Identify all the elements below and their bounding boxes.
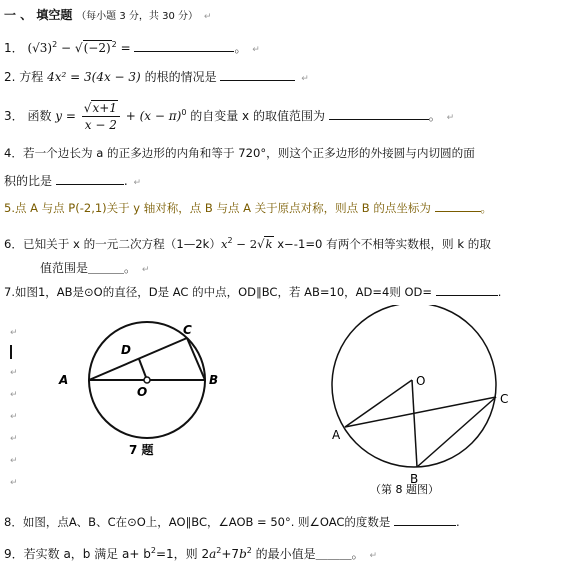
q1-root: (−2) (83, 41, 111, 55)
fig8-radius-ob (412, 380, 417, 467)
q2-text-b: 的根的情况是 (144, 70, 217, 84)
return-icon: ↵ (252, 45, 260, 55)
q1-end: 。 (234, 41, 247, 55)
q1-answer-blank[interactable] (134, 39, 234, 52)
fig7-caption: 7 题 (129, 443, 154, 457)
return-icon: ↵ (10, 328, 18, 338)
question-2 (4, 68, 309, 88)
q2-answer-blank[interactable] (220, 68, 295, 81)
question-4-line-1 (4, 144, 475, 162)
return-icon: ↵ (301, 74, 309, 84)
return-icon: ↵ (10, 456, 18, 466)
fig7-chord-ac (89, 338, 187, 380)
q2-text-a: 方程 (19, 70, 48, 84)
return-icon: ↵ (10, 390, 18, 400)
q9-text-a: 9．若实数 a，b 满足 a+ b (4, 547, 151, 561)
section-title: 一 、 填空题 (4, 8, 73, 22)
return-icon: ↵ (10, 368, 18, 378)
q2-number: 2. (4, 70, 16, 84)
q6-line-1a: 6．已知关于 x 的一元二次方程（1—2k） (4, 236, 221, 251)
fig8-label-b: B (410, 472, 419, 486)
q9-sup-3: 2 (246, 546, 252, 555)
q3-text-a: 函数 (27, 109, 56, 123)
fig7-label-c: C (183, 323, 192, 337)
fig7-chord-bc (187, 338, 205, 380)
return-icon: ↵ (10, 478, 18, 488)
q3-fraction: $\frac{√x+1}{x - 2}$ (82, 100, 120, 133)
q1-equals: = (120, 41, 135, 55)
return-icon: ↵ (10, 434, 18, 444)
q1-minus: − (61, 41, 75, 55)
fig8-circle (332, 305, 496, 467)
q9-b: b (239, 547, 247, 561)
return-icon: ↵ (369, 551, 378, 561)
q9-a: a (209, 547, 217, 561)
return-icon: ↵ (133, 178, 142, 188)
q5-end: 。 (480, 201, 493, 215)
fig7-center-dot (144, 377, 150, 383)
fig7-label-b: B (209, 373, 219, 387)
question-1: 1． $(√3)^2 - √(-2)^2$ = 。 ↵ (4, 40, 260, 55)
q1-sup-b: 2 (111, 40, 117, 49)
q6-line-1b: x−-1=0 有两个不相等实数根，则 k 的取 (273, 236, 491, 251)
q6-mid: − 2 (232, 236, 258, 251)
q1-sup-a: 2 (52, 40, 58, 49)
text-cursor (10, 345, 12, 359)
q7-text: 7.如图1，AB是⊙O的直径，D是 AC 的中点，OD∥BC，若 AB=10，AD=4则 OD= (4, 285, 433, 299)
question-4-line-2 (4, 172, 141, 192)
return-icon: ↵ (446, 113, 455, 123)
q3-y: y = (55, 109, 76, 123)
q9-sup-2: 2 (216, 546, 222, 555)
q6-line-2: 值范围是＿＿＿。 (40, 261, 137, 275)
q7-answer-blank[interactable] (436, 283, 498, 296)
q6-x: x (220, 236, 228, 251)
question-9 (4, 542, 377, 565)
fig8-caption: （第 8 题图） (370, 483, 439, 496)
question-3 (4, 94, 454, 137)
fig8-label-o: O (416, 374, 426, 388)
q3-denominator: x − 2 (84, 118, 117, 132)
q8-answer-blank[interactable] (394, 513, 456, 526)
fig8-label-c: C (500, 392, 509, 406)
q3-plus: + (x − π) (125, 109, 182, 123)
q3-sup: 0 (181, 108, 187, 117)
q6-sup: 2 (227, 236, 233, 245)
section-header (4, 6, 211, 26)
q3-text-b: 的自变量 x 的取值范围为 (190, 109, 325, 123)
q2-expr: 4x² = 3(4x − 3) (47, 70, 141, 84)
q5-answer-blank[interactable] (435, 199, 481, 212)
section-note: （每小题 3 分，共 30 分） (76, 11, 198, 22)
fig8-chord-bc (417, 397, 496, 467)
q9-text-d: 的最小值是＿＿＿。 (251, 547, 364, 561)
question-6-line-1: 6．已知关于 x 的一元二次方程$(1—2k)x^2 - 2√k$ x−-1=0 有两个不相等实数根，则 k 的取 (4, 236, 491, 251)
figure-8 (320, 305, 520, 500)
return-icon: ↵ (141, 265, 150, 275)
q9-sup-1: 2 (150, 546, 156, 555)
q8-end: . (456, 515, 460, 529)
return-icon: ↵ (203, 12, 212, 22)
question-5 (4, 199, 492, 217)
question-6-line-2 (40, 259, 149, 279)
q4-line-2: 积的比是 (4, 174, 53, 188)
q1-number: 1． (4, 41, 24, 55)
q3-end: 。 (428, 109, 441, 123)
q4-line-1: 4．若一个边长为 a 的正多边形的内角和等于 720°，则这个正多边形的外接圆与内切圆的面 (4, 146, 475, 160)
q3-numerator: x+1 (92, 101, 117, 115)
q4-end: . (123, 174, 128, 188)
q9-text-b: =1，则 2 (155, 547, 210, 561)
return-icon: ↵ (10, 412, 18, 422)
q1-expr-a: (√3) (27, 41, 53, 55)
figure-7 (55, 318, 245, 468)
q4-answer-blank[interactable] (56, 172, 124, 185)
q9-text-c: +7 (221, 547, 240, 561)
q3-number: 3． (4, 109, 24, 123)
q5-text: 5.点 A 与点 P(-2,1)关于 y 轴对称，点 B 与点 A 关于原点对称，则点 B 的点坐标为 (4, 201, 431, 215)
fig7-label-o: O (137, 385, 148, 399)
q6-k: k (265, 236, 273, 251)
question-8 (4, 513, 460, 531)
question-7 (4, 283, 501, 301)
q3-answer-blank[interactable] (329, 107, 429, 120)
fig7-label-a: A (59, 373, 69, 387)
q7-end: . (497, 285, 502, 299)
fig8-label-a: A (332, 428, 341, 442)
q8-text: 8．如图，点A、B、C在⊙O上，AO∥BC，∠AOB = 50°. 则∠OAC的度数是 (4, 515, 391, 529)
fig7-label-d: D (121, 343, 131, 357)
